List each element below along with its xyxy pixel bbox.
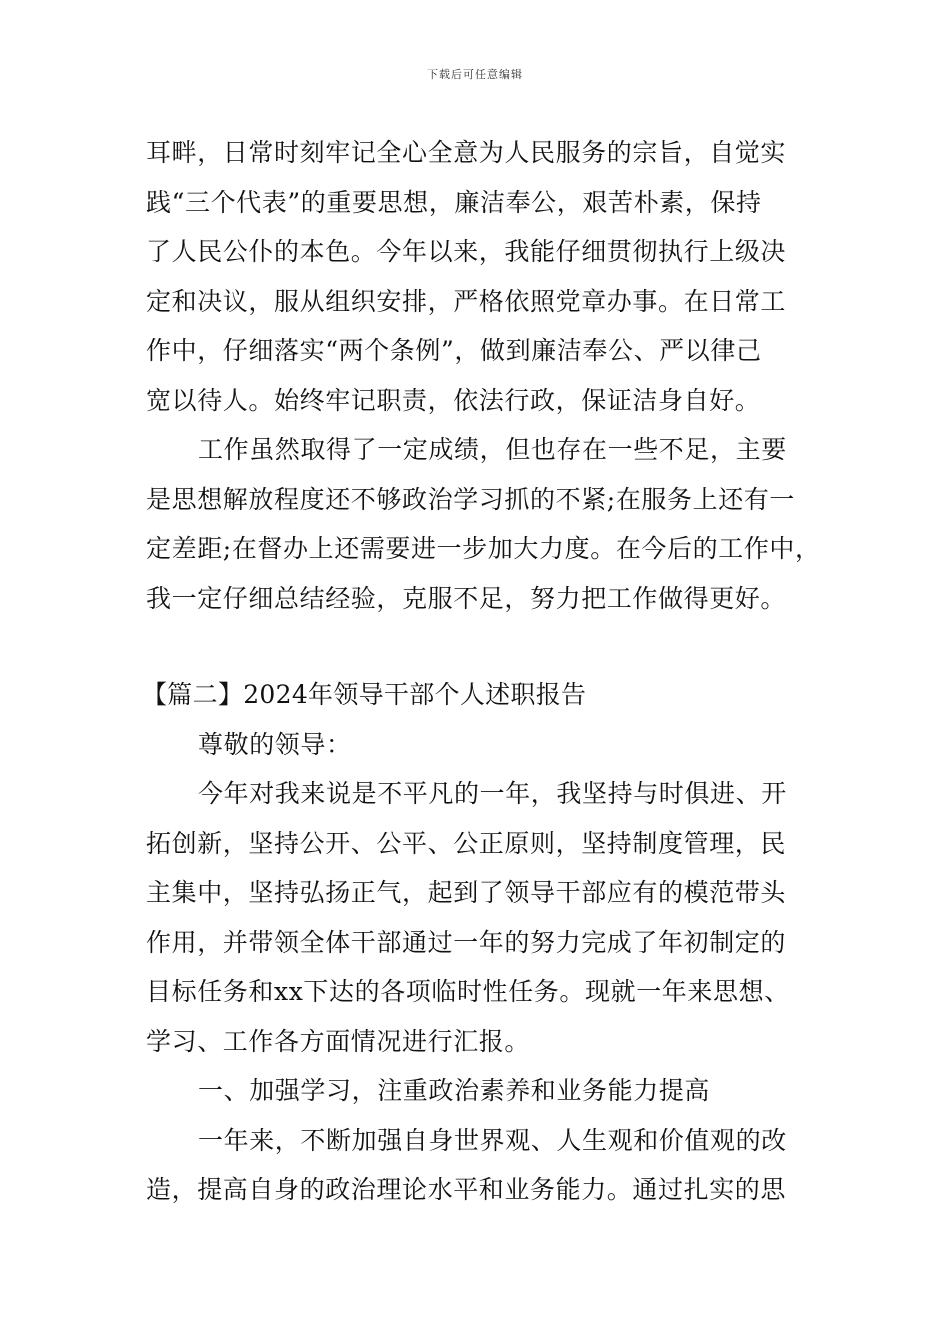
subheading: 一、加强学习，注重政治素养和业务能力提高 — [198, 1076, 711, 1105]
text-line: 一年来，不断加强自身世界观、人生观和价值观的改 — [198, 1125, 787, 1155]
text-line: 学习、工作各方面情况进行汇报。 — [146, 1026, 531, 1056]
text-line: 作用，并带领全体干部通过一年的努力完成了年初制定的 — [146, 927, 787, 957]
section-title: 【篇二】2024年领导干部个人述职报告 — [142, 680, 587, 709]
page-header: 下载后可任意编辑 — [427, 68, 523, 81]
text-line: 工作虽然取得了一定成绩，但也存在一些不足，主要 — [198, 435, 787, 464]
text-line: 宽以待人。始终牢记职责，依法行政，保证洁身自好。 — [146, 385, 761, 415]
paragraph-continuation — [146, 128, 816, 425]
text-line: 造，提高自身的政治理论水平和业务能力。通过扎实的思 — [146, 1175, 787, 1204]
text-line: 目标任务和xx下达的各项临时性任务。现就一年来思想、 — [146, 977, 790, 1006]
text-line: 今年对我来说是不平凡的一年，我坚持与时俱进、开 — [198, 779, 787, 808]
text-line: 主集中，坚持弘扬正气，起到了领导干部应有的模范带头 — [146, 878, 787, 907]
paragraph-intro — [146, 769, 816, 1066]
paragraph-study — [146, 1116, 816, 1215]
text-line: 耳畔，日常时刻牢记全心全意为人民服务的宗旨，自觉实 — [146, 138, 787, 167]
text-line: 是思想解放程度还不够政治学习抓的不紧;在服务上还有一 — [146, 484, 796, 514]
text-line: 作中，仔细落实“两个条例”，做到廉洁奉公、严以律己 — [146, 336, 762, 365]
text-line: 定和决议，服从组织安排，严格依照党章办事。在日常工 — [146, 286, 787, 316]
document-body — [142, 128, 821, 1215]
text-line: 了人民公仆的本色。今年以来，我能仔细贯彻执行上级决 — [146, 237, 787, 266]
text-line: 定差距;在督办上还需要进一步加大力度。在今后的工作中， — [146, 534, 821, 563]
salutation: 尊敬的领导： — [198, 729, 352, 759]
text-line: 我一定仔细总结经验，克服不足，努力把工作做得更好。 — [146, 583, 787, 613]
paragraph-shortcomings — [146, 425, 821, 623]
text-line: 践“三个代表”的重要思想，廉洁奉公，艰苦朴素，保持 — [146, 187, 762, 217]
text-line: 拓创新，坚持公开、公平、公正原则，坚持制度管理，民 — [146, 828, 787, 858]
section-gap — [146, 623, 816, 670]
